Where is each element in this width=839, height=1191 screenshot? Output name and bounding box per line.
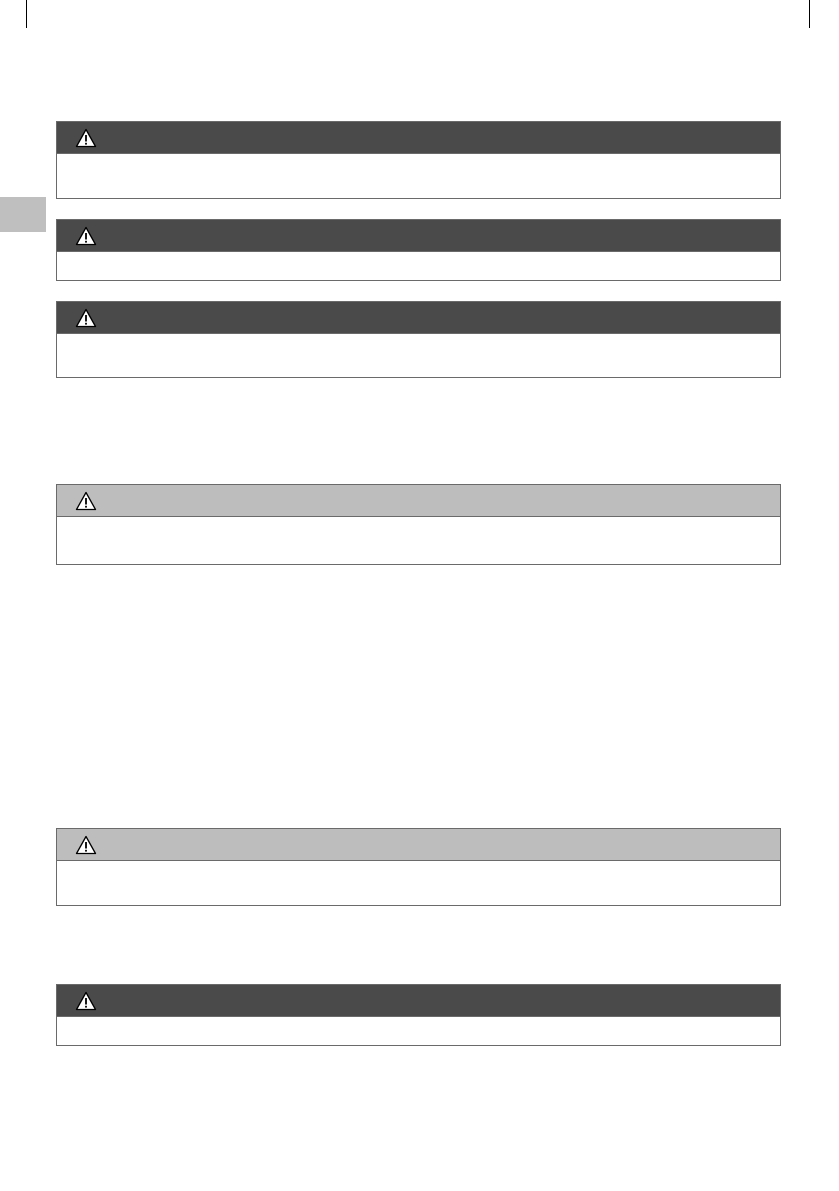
warning-header bbox=[57, 302, 780, 334]
crop-mark-right bbox=[809, 0, 810, 28]
warning-box-4 bbox=[56, 984, 781, 1046]
warning-triangle-icon bbox=[75, 226, 97, 246]
caution-body-text bbox=[57, 517, 780, 525]
section-side-tab bbox=[0, 197, 46, 232]
warning-header bbox=[57, 220, 780, 252]
warning-box-3 bbox=[56, 301, 781, 378]
warning-box-1 bbox=[56, 121, 781, 199]
warning-triangle-icon bbox=[75, 835, 97, 855]
warning-box-2 bbox=[56, 219, 781, 281]
warning-triangle-icon bbox=[75, 491, 97, 511]
caution-header bbox=[57, 829, 780, 861]
warning-header bbox=[57, 985, 780, 1017]
warning-body-text bbox=[57, 154, 780, 162]
warning-body-text bbox=[57, 334, 780, 342]
warning-triangle-icon bbox=[75, 128, 97, 148]
warning-body-text bbox=[57, 1017, 780, 1025]
warning-triangle-icon bbox=[75, 308, 97, 328]
warning-triangle-icon bbox=[75, 991, 97, 1011]
caution-header bbox=[57, 485, 780, 517]
crop-mark-left bbox=[26, 0, 27, 28]
caution-box-2 bbox=[56, 828, 781, 906]
caution-box-1 bbox=[56, 484, 781, 565]
caution-body-text bbox=[57, 861, 780, 869]
warning-header bbox=[57, 122, 780, 154]
warning-body-text bbox=[57, 252, 780, 260]
